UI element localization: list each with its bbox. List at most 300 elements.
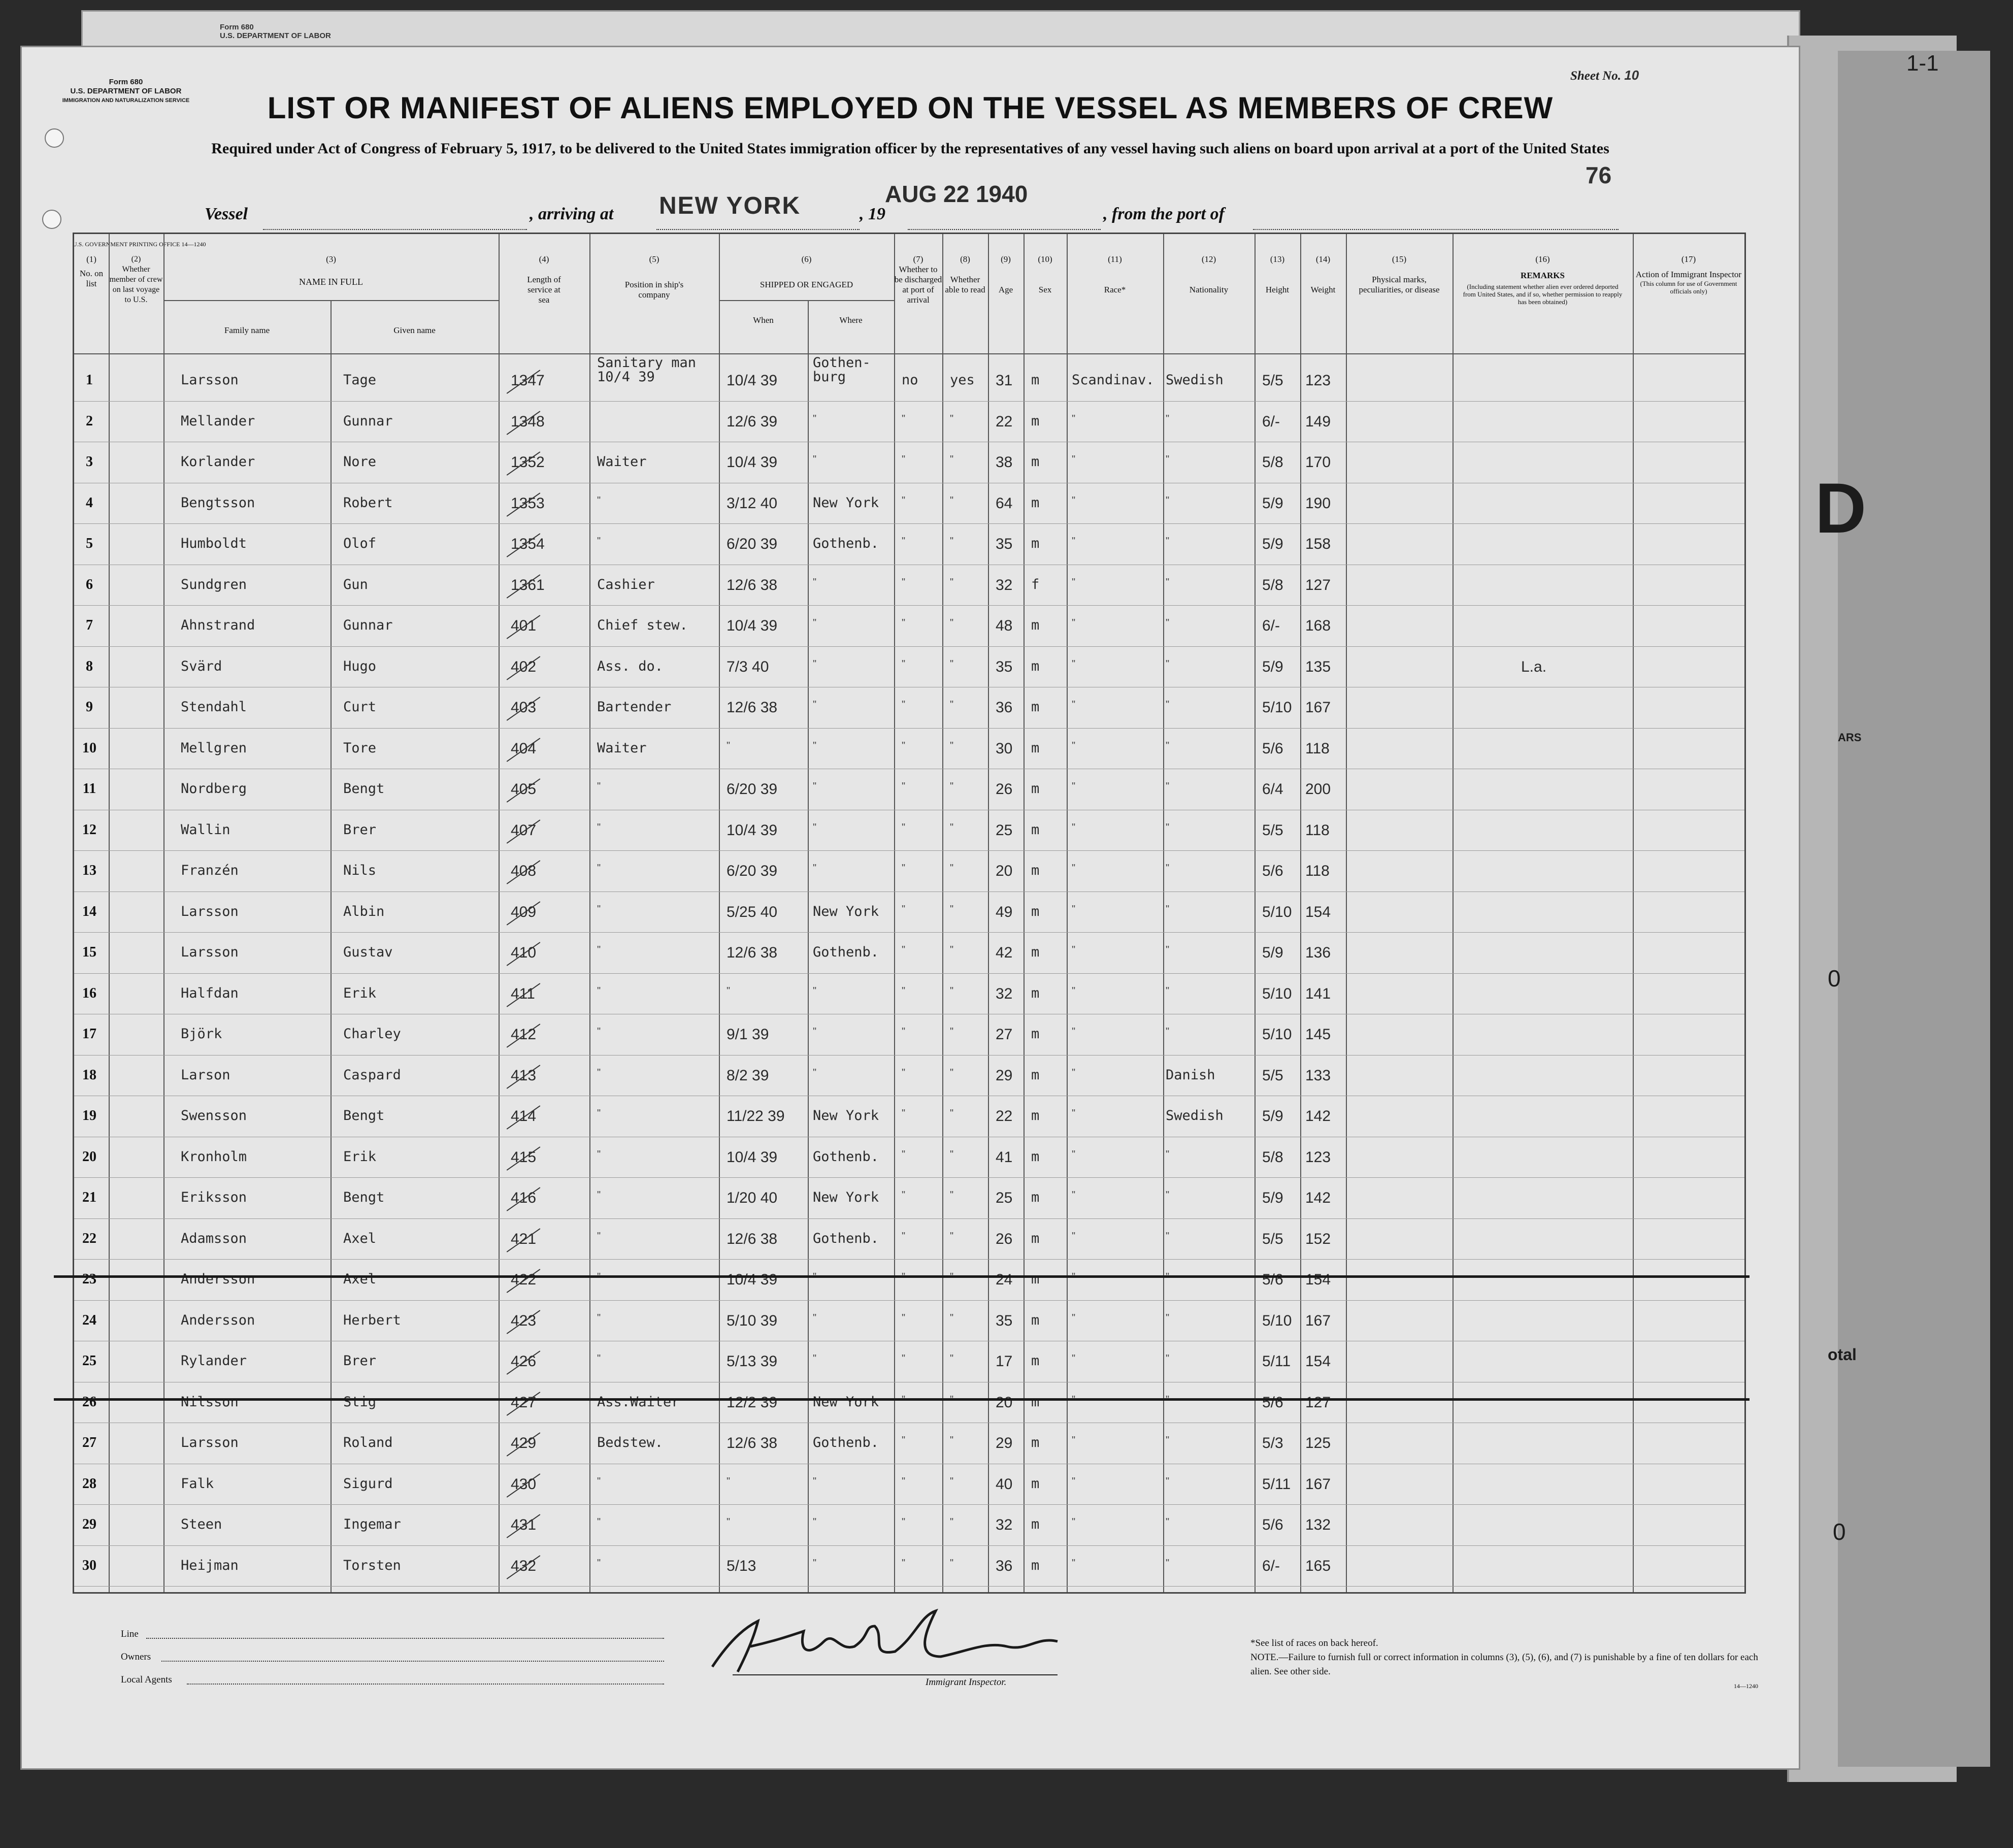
- cell-race: ": [1072, 821, 1076, 833]
- binder-hole: [45, 128, 64, 148]
- col-4-header: (4) Length of service at sea: [527, 254, 561, 305]
- cell-family: Nilsson: [181, 1394, 239, 1410]
- row-rule: [74, 932, 1744, 933]
- cell-sex: m: [1031, 1516, 1040, 1532]
- cell-read: ": [950, 1026, 954, 1037]
- cell-read: ": [950, 1475, 954, 1487]
- cell-weight: 165: [1305, 1557, 1331, 1574]
- cell-given: Axel: [343, 1271, 377, 1287]
- cell-weight: 167: [1305, 1475, 1331, 1493]
- cell-discharged: ": [902, 1067, 906, 1078]
- cell-age: 42: [996, 944, 1013, 961]
- from-port-blank: [1253, 229, 1619, 230]
- cell-when: 5/13 39: [727, 1353, 778, 1370]
- cell-weight: 158: [1305, 536, 1331, 552]
- cell-when: 12/6 38: [727, 699, 778, 716]
- col-line: [1300, 234, 1301, 1592]
- cell-nationality: ": [1166, 944, 1170, 955]
- cell-read: ": [950, 985, 954, 997]
- cell-no: 27: [82, 1435, 96, 1450]
- line-label: Line: [121, 1629, 139, 1639]
- back-form-number: Form 680 U.S. DEPARTMENT OF LABOR: [220, 23, 331, 40]
- cell-sex: m: [1031, 1067, 1040, 1083]
- cell-discharged: ": [902, 1516, 906, 1528]
- cell-no: 18: [82, 1067, 96, 1083]
- cell-position: ": [597, 1516, 601, 1528]
- cell-when: 12/6 38: [727, 944, 778, 961]
- cell-discharged: ": [902, 1190, 906, 1201]
- cell-sex: m: [1031, 1190, 1040, 1205]
- cell-when: 11/22 39: [727, 1108, 785, 1125]
- form-header: Form 680 U.S. DEPARTMENT OF LABOR IMMIGRATION AND NATURALIZATION SERVICE: [62, 78, 190, 104]
- date-stamp: AUG 22 1940: [885, 181, 1028, 207]
- cell-discharged: ": [902, 1312, 906, 1324]
- cell-family: Mellander: [181, 413, 255, 429]
- cell-weight: 154: [1305, 1353, 1331, 1370]
- cell-when: 5/10 39: [727, 1312, 778, 1329]
- cell-nationality: ": [1166, 1271, 1170, 1282]
- cell-family: Bengtsson: [181, 494, 255, 511]
- col-11-header: (11) Race*: [1104, 254, 1126, 294]
- cell-age: 20: [996, 863, 1013, 879]
- vessel-blank: [263, 229, 527, 230]
- cell-weight: 167: [1305, 699, 1331, 716]
- cell-given: Roland: [343, 1435, 393, 1450]
- cell-height: 5/5: [1262, 1067, 1283, 1084]
- from-port-label: , from the port of: [1103, 205, 1225, 223]
- col-10-header: (10) Sex: [1038, 254, 1052, 294]
- cell-discharged: ": [902, 1353, 906, 1364]
- printer-imprint: U.S. GOVERNMENT PRINTING OFFICE 14—1240: [73, 241, 206, 248]
- cell-race: ": [1072, 658, 1076, 670]
- cell-where: New York: [813, 494, 879, 511]
- col-line: [109, 234, 110, 1592]
- cell-nationality: ": [1166, 1557, 1170, 1569]
- cell-height: 6/-: [1262, 1557, 1280, 1574]
- cell-no: 8: [86, 658, 93, 674]
- cell-no: 9: [86, 699, 93, 715]
- cell-where: ": [813, 985, 817, 997]
- cell-position: ": [597, 903, 601, 915]
- side-ars: ARS: [1838, 731, 1862, 744]
- cell-position: Sanitary man 10/4 39: [597, 355, 697, 385]
- cell-weight: 118: [1305, 821, 1330, 839]
- cell-where: ": [813, 1557, 817, 1569]
- cell-given: Gunnar: [343, 413, 393, 429]
- cell-position: Waiter: [597, 740, 647, 756]
- cell-race: Scandinav.: [1072, 372, 1154, 388]
- cell-position: ": [597, 821, 601, 833]
- cell-read: ": [950, 494, 954, 506]
- cell-nationality: ": [1166, 863, 1170, 874]
- cell-age: 26: [996, 781, 1013, 798]
- cell-height: 5/6: [1262, 1271, 1283, 1288]
- cell-family: Larsson: [181, 903, 239, 919]
- binder-hole: [42, 210, 61, 229]
- cell-service: 403: [511, 699, 537, 716]
- cell-race: ": [1072, 1312, 1076, 1324]
- cell-no: 22: [82, 1230, 96, 1246]
- cell-age: 35: [996, 536, 1013, 552]
- cell-height: 6/-: [1262, 413, 1280, 430]
- col-line: [499, 234, 500, 1592]
- cell-race: ": [1072, 1353, 1076, 1364]
- cell-service: 1348: [511, 413, 545, 430]
- strike-line: [54, 1398, 1750, 1401]
- cell-nationality: ": [1166, 1148, 1170, 1160]
- cell-service: 401: [511, 617, 537, 634]
- cell-given: Gun: [343, 576, 368, 592]
- cell-read: ": [950, 1190, 954, 1201]
- strike-line: [54, 1275, 1750, 1278]
- cell-height: 5/8: [1262, 576, 1283, 593]
- cell-weight: 123: [1305, 372, 1331, 389]
- list-number: 76: [1586, 162, 1612, 188]
- cell-sex: m: [1031, 903, 1040, 919]
- cell-given: Robert: [343, 494, 393, 511]
- cell-nationality: ": [1166, 1435, 1170, 1446]
- cell-no: 21: [82, 1190, 96, 1205]
- cell-height: 5/8: [1262, 454, 1283, 471]
- cell-weight: 167: [1305, 1312, 1331, 1329]
- cell-read: ": [950, 821, 954, 833]
- cell-nationality: ": [1166, 536, 1170, 547]
- cell-sex: m: [1031, 1475, 1040, 1492]
- cell-where: ": [813, 617, 817, 629]
- cell-weight: 152: [1305, 1230, 1331, 1247]
- col-line: [1633, 234, 1634, 1592]
- cell-no: 12: [82, 821, 96, 838]
- cell-weight: 168: [1305, 617, 1331, 634]
- cell-position: Bedstew.: [597, 1435, 664, 1450]
- cell-nationality: ": [1166, 1026, 1170, 1037]
- cell-sex: m: [1031, 821, 1040, 838]
- cell-service: 409: [511, 903, 537, 920]
- cell-sex: m: [1031, 413, 1040, 429]
- cell-sex: m: [1031, 1312, 1040, 1328]
- cell-given: Ingemar: [343, 1516, 401, 1532]
- side-zero-1: 0: [1828, 965, 1841, 992]
- cell-service: 412: [511, 1026, 537, 1043]
- cell-given: Charley: [343, 1026, 401, 1042]
- cell-position: ": [597, 494, 601, 506]
- row-rule: [74, 1300, 1744, 1301]
- cell-position: ": [597, 781, 601, 792]
- col-line: [1024, 234, 1025, 1592]
- cell-position: ": [597, 1230, 601, 1242]
- cell-sex: m: [1031, 740, 1040, 756]
- col-line: [1453, 234, 1454, 1592]
- cell-discharged: ": [902, 740, 906, 751]
- cell-sex: m: [1031, 1026, 1040, 1042]
- cell-read: ": [950, 1271, 954, 1282]
- cell-service: 427: [511, 1394, 537, 1411]
- row-rule: [74, 973, 1744, 974]
- cell-sex: m: [1031, 863, 1040, 878]
- row-rule: [74, 728, 1744, 729]
- cell-position: ": [597, 985, 601, 997]
- cell-position: ": [597, 944, 601, 955]
- cell-family: Adamsson: [181, 1230, 247, 1246]
- cell-service: 404: [511, 740, 537, 757]
- cell-nationality: ": [1166, 1516, 1170, 1528]
- cell-age: 22: [996, 1108, 1013, 1125]
- cell-when: ": [727, 740, 731, 751]
- cell-where: ": [813, 821, 817, 833]
- cell-read: ": [950, 944, 954, 955]
- signature-caption: Immigrant Inspector.: [926, 1677, 1007, 1688]
- cell-age: 32: [996, 1516, 1013, 1533]
- cell-position: ": [597, 1190, 601, 1201]
- cell-age: 32: [996, 576, 1013, 593]
- cell-given: Axel: [343, 1230, 377, 1246]
- cell-discharged: ": [902, 494, 906, 506]
- cell-race: ": [1072, 699, 1076, 710]
- cell-sex: m: [1031, 985, 1040, 1001]
- cell-age: 29: [996, 1435, 1013, 1451]
- cell-nationality: ": [1166, 1230, 1170, 1242]
- cell-family: Swensson: [181, 1108, 247, 1124]
- cell-no: 26: [82, 1394, 96, 1410]
- cell-discharged: ": [902, 821, 906, 833]
- cell-service: 402: [511, 658, 537, 675]
- cell-race: ": [1072, 1435, 1076, 1446]
- cell-family: Andersson: [181, 1312, 255, 1328]
- cell-where: ": [813, 658, 817, 670]
- cell-family: Ahnstrand: [181, 617, 255, 633]
- cell-nationality: Swedish: [1166, 372, 1224, 388]
- cell-read: ": [950, 1557, 954, 1569]
- row-rule: [74, 1177, 1744, 1178]
- cell-age: 17: [996, 1353, 1013, 1370]
- cell-height: 6/-: [1262, 617, 1280, 634]
- cell-where: ": [813, 576, 817, 588]
- cell-where: New York: [813, 1190, 879, 1205]
- agents-blank: [187, 1684, 664, 1685]
- cell-service: 432: [511, 1557, 537, 1574]
- cell-discharged: ": [902, 413, 906, 424]
- cell-nationality: ": [1166, 821, 1170, 833]
- cell-race: ": [1072, 985, 1076, 997]
- cell-weight: 141: [1305, 985, 1331, 1002]
- cell-given: Caspard: [343, 1067, 401, 1083]
- cell-nationality: ": [1166, 699, 1170, 710]
- cell-no: 17: [82, 1026, 96, 1042]
- cell-age: 49: [996, 903, 1013, 920]
- cell-nationality: Danish: [1166, 1067, 1215, 1083]
- cell-height: 6/4: [1262, 781, 1283, 798]
- cell-service: 1347: [511, 372, 545, 389]
- row-rule: [74, 850, 1744, 851]
- header-bottom-line: [74, 353, 1744, 354]
- cell-family: Wallin: [181, 821, 230, 838]
- cell-race: ": [1072, 576, 1076, 588]
- cell-service: 426: [511, 1353, 537, 1370]
- cell-age: 26: [996, 1230, 1013, 1247]
- cell-age: 27: [996, 1026, 1013, 1043]
- cell-race: ": [1072, 617, 1076, 629]
- cell-height: 5/9: [1262, 658, 1283, 675]
- cell-height: 5/10: [1262, 699, 1292, 716]
- row-rule: [74, 1259, 1744, 1260]
- cell-when: 10/4 39: [727, 617, 778, 634]
- cell-given: Tage: [343, 372, 377, 388]
- col-14-header: (14) Weight: [1310, 254, 1336, 294]
- cell-where: ": [813, 740, 817, 751]
- cell-read: ": [950, 1394, 954, 1405]
- arriving-label: , arriving at: [530, 205, 614, 223]
- cell-service: 422: [511, 1271, 537, 1288]
- cell-height: 5/9: [1262, 536, 1283, 552]
- cell-height: 5/11: [1262, 1475, 1291, 1493]
- cell-given: Curt: [343, 699, 377, 715]
- cell-service: 408: [511, 863, 537, 879]
- cell-service: 429: [511, 1435, 537, 1451]
- col-line: [988, 234, 989, 1592]
- cell-age: 22: [996, 413, 1013, 430]
- cell-discharged: ": [902, 658, 906, 670]
- cell-family: Halfdan: [181, 985, 239, 1001]
- cell-service: 430: [511, 1475, 537, 1493]
- col-line: [589, 234, 590, 1592]
- col-9-header: (9) Age: [998, 254, 1013, 294]
- cell-position: Ass.Waiter: [597, 1394, 680, 1410]
- inspector-signature: [702, 1606, 1068, 1682]
- cell-discharged: ": [902, 1435, 906, 1446]
- cell-race: ": [1072, 1557, 1076, 1569]
- cell-nationality: ": [1166, 1475, 1170, 1487]
- page-title: LIST OR MANIFEST OF ALIENS EMPLOYED ON THE VESSEL AS MEMBERS OF CREW: [267, 91, 1554, 125]
- year-label: , 19: [860, 205, 885, 223]
- cell-position: ": [597, 1475, 601, 1487]
- cell-nationality: Swedish: [1166, 1108, 1224, 1124]
- cell-family: Larson: [181, 1067, 230, 1083]
- cell-nationality: ": [1166, 781, 1170, 792]
- cell-where: Gothenb.: [813, 1230, 879, 1246]
- cell-sex: m: [1031, 1271, 1040, 1287]
- cell-when: ": [727, 1475, 731, 1487]
- cell-service: 415: [511, 1148, 537, 1166]
- cell-nationality: ": [1166, 454, 1170, 465]
- crew-table: [73, 233, 1746, 1594]
- cell-weight: 154: [1305, 1271, 1331, 1288]
- cell-weight: 190: [1305, 494, 1331, 512]
- cell-read: ": [950, 617, 954, 629]
- cell-given: Sigurd: [343, 1475, 393, 1492]
- cell-nationality: ": [1166, 903, 1170, 915]
- cell-service: 1354: [511, 536, 545, 552]
- cell-where: ": [813, 781, 817, 792]
- cell-no: 20: [82, 1148, 96, 1165]
- cell-position: ": [597, 1557, 601, 1569]
- cell-read: ": [950, 1312, 954, 1324]
- cell-sex: m: [1031, 454, 1040, 470]
- col-12-header: (12) Nationality: [1189, 254, 1229, 294]
- cell-where: New York: [813, 903, 879, 919]
- cell-discharged: ": [902, 1108, 906, 1119]
- cell-height: 5/9: [1262, 944, 1283, 961]
- cell-read: ": [950, 903, 954, 915]
- cell-height: 5/10: [1262, 903, 1292, 920]
- cell-age: 40: [996, 1475, 1013, 1493]
- cell-nationality: ": [1166, 658, 1170, 670]
- cell-discharged: no: [902, 372, 918, 388]
- where-header: Where: [839, 315, 863, 325]
- cell-read: ": [950, 1108, 954, 1119]
- cell-position: ": [597, 1026, 601, 1037]
- cell-height: 5/6: [1262, 1516, 1283, 1533]
- cell-race: ": [1072, 494, 1076, 506]
- col-line: [894, 234, 895, 1592]
- cell-weight: 136: [1305, 944, 1331, 961]
- cell-family: Sundgren: [181, 576, 247, 592]
- cell-sex: m: [1031, 1394, 1040, 1410]
- cell-race: ": [1072, 1026, 1076, 1037]
- cell-when: 10/4 39: [727, 821, 778, 839]
- cell-sex: m: [1031, 617, 1040, 633]
- cell-sex: m: [1031, 536, 1040, 551]
- sheet-number: Sheet No. 10: [1570, 68, 1639, 83]
- cell-family: Eriksson: [181, 1190, 247, 1205]
- row-rule: [74, 605, 1744, 606]
- cell-where: ": [813, 1353, 817, 1364]
- cell-family: Stendahl: [181, 699, 247, 715]
- cell-discharged: ": [902, 617, 906, 629]
- cell-height: 5/6: [1262, 1394, 1283, 1411]
- col-2-header: (2) Whether member of crew on last voyage to U.S.: [109, 255, 163, 304]
- cell-sex: m: [1031, 944, 1040, 960]
- cell-position: ": [597, 1067, 601, 1078]
- cell-height: 5/3: [1262, 1435, 1283, 1451]
- side-sheet-edge: [1838, 51, 1990, 1767]
- cell-service: 413: [511, 1067, 537, 1084]
- cell-nationality: ": [1166, 740, 1170, 751]
- cell-sex: m: [1031, 1557, 1040, 1573]
- col-15-header: (15) Physical marks, peculiarities, or disease: [1359, 254, 1440, 294]
- cell-family: Falk: [181, 1475, 214, 1492]
- cell-sex: m: [1031, 1353, 1040, 1369]
- cell-age: 41: [996, 1148, 1013, 1166]
- cell-no: 3: [86, 454, 93, 470]
- cell-sex: m: [1031, 372, 1040, 388]
- cell-race: ": [1072, 1067, 1076, 1078]
- row-rule: [74, 1586, 1744, 1587]
- row-rule: [74, 1218, 1744, 1219]
- owners-label: Owners: [121, 1652, 151, 1662]
- cell-where: ": [813, 863, 817, 874]
- cell-nationality: ": [1166, 985, 1170, 997]
- cell-when: 6/20 39: [727, 781, 778, 798]
- cell-given: Nils: [343, 863, 377, 878]
- cell-read: ": [950, 454, 954, 465]
- cell-read: ": [950, 1516, 954, 1528]
- cell-weight: 133: [1305, 1067, 1331, 1084]
- cell-no: 2: [86, 413, 93, 429]
- cell-when: 6/20 39: [727, 863, 778, 879]
- cell-service: 411: [511, 985, 535, 1002]
- col-line: [163, 234, 164, 1592]
- cell-weight: 123: [1305, 1148, 1331, 1166]
- cell-when: 12/6 38: [727, 1230, 778, 1247]
- cell-family: Larsson: [181, 944, 239, 960]
- cell-race: ": [1072, 413, 1076, 424]
- cell-service: 423: [511, 1312, 537, 1329]
- cell-given: Herbert: [343, 1312, 401, 1328]
- cell-where: Gothenb.: [813, 944, 879, 960]
- cell-no: 4: [86, 494, 93, 511]
- col-1-header: (1) No. on list: [79, 254, 104, 288]
- cell-sex: m: [1031, 494, 1040, 511]
